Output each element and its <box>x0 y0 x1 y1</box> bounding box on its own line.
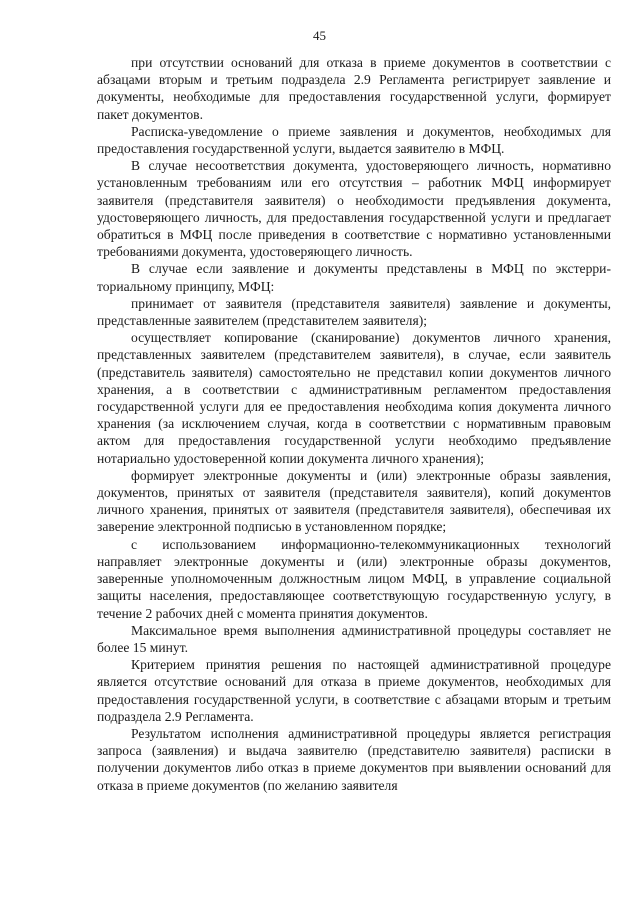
paragraph-copies-documents: осуществляет копирование (сканирование) документов личного хранения, представленных заявителем (представителем заявителя), в случае, если заявитель (представитель заявителя) самостоятельно не представил копии документов личного хранения, а в соответствии с административным регламентом предоставления государственной услуги для ее предоставления необходима копия документа личного хранения (за исключением случая, когда в соответствии с нормативным правовым актом для предоставления государственной услуги необходимо предъявление нотариально удостоверенной копии документа личного хранения); <box>97 330 611 466</box>
paragraph-extraterritorial: В случае если заявление и документы представлены в МФЦ по экстерриториальному принципу, МФЦ: <box>97 261 611 294</box>
document-body <box>97 54 611 794</box>
page-number: 45 <box>313 28 326 43</box>
paragraph-procedure-result: Результатом исполнения административной процедуры является регистрация запроса (заявления) и выдача заявителю (представителю заявителя) расписки в получении документов либо отказ в приеме документов при выявлении оснований для отказа в приеме документов (по желанию заявителя <box>97 725 611 793</box>
paragraph-accepts-documents: принимает от заявителя (представителя заявителя) заявление и документы, представленные заявителем (представителем заявителя); <box>97 295 611 329</box>
paragraph-sends-documents: с использованием информационно-телекоммуникационных технологий направляет электронные документы и (или) электронные образы документов, заверенные уполномоченным должностным лицом МФЦ, в управление социальной защиты населения, предоставляющее соответствующую государственную услугу, в течение 2 рабочих дней с момента принятия документов. <box>97 536 611 621</box>
paragraph-forms-electronic-docs: формирует электронные документы и (или) электронные образы заявления, документов, принятых от заявителя (представителя заявителя), копий документов личного хранения, принятых от заявителя (представителя заявителя), обеспечивая их заверение электронной подписью в установленном порядке; <box>97 467 611 535</box>
paragraph-registration: при отсутствии оснований для отказа в приеме документов в соответствии с абзацами вторым и третьим подраздела 2.9 Регламента регистрирует заявление и документы, необходимые для предоставления государственной услуги, формирует пакет документов. <box>97 55 611 122</box>
paragraph-identity-mismatch: В случае несоответствия документа, удостоверяющего личность, нормативно установленным требованиям или его отсутствия – работник МФЦ информирует заявителя (представителя заявителя) о необходимости предъявления документа, удостоверяющего личность, для предоставления государственной услуги и предлагает обратиться в МФЦ после приведения в соответствие с нормативно установленными требованиями документа, удостоверяющего личность. <box>97 158 611 260</box>
paragraph-max-time: Максимальное время выполнения административной процедуры составляет не более 15 минут. <box>97 622 611 655</box>
paragraph-decision-criterion: Критерием принятия решения по настоящей административной процедуре является отсутствие оснований для отказа в приеме документов, необходимых для предоставления государственной услуги, в соответствие с абзацами вторым и третьим подраздела 2.9 Регламента. <box>97 657 611 724</box>
paragraph-receipt-notice: Расписка-уведомление о приеме заявления и документов, необходимых для предоставления государственной услуги, выдается заявителю в МФЦ. <box>97 123 611 157</box>
